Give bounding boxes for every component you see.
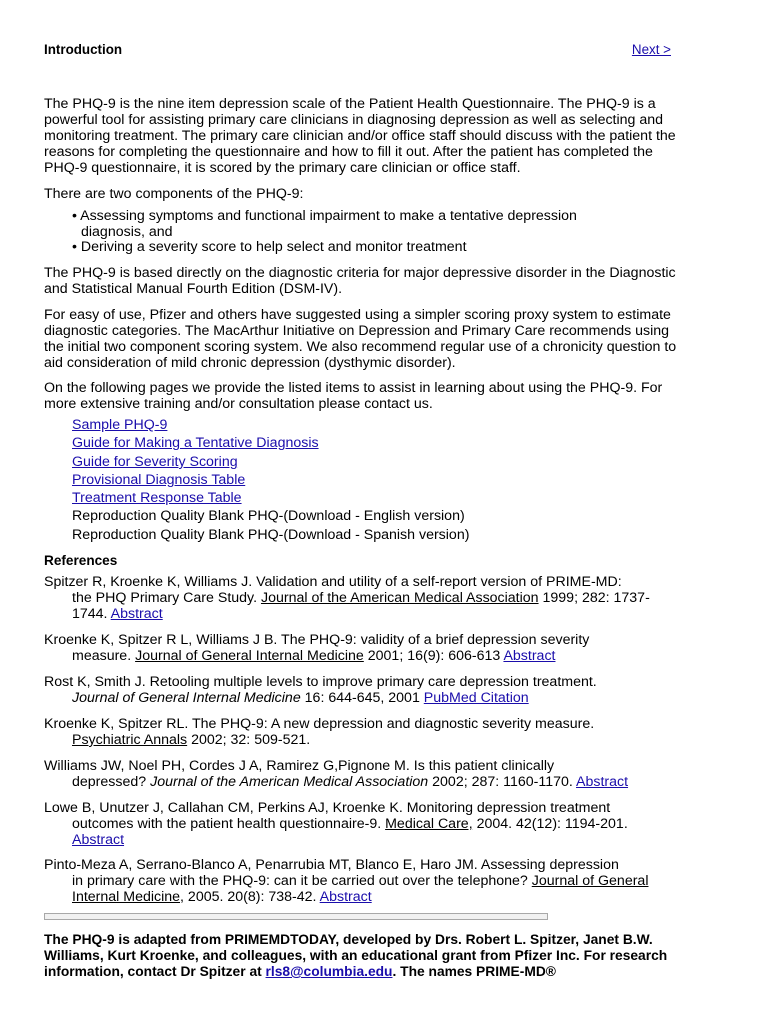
reference-journal: Medical Care, — [385, 816, 473, 832]
reference-text: Rost K, Smith J. Retooling multiple levels to improve primary care depression treatment. — [44, 674, 597, 690]
references-heading: References — [44, 553, 118, 568]
reference-item — [44, 632, 680, 664]
reference-journal: Journal of the American Medical Association — [150, 774, 429, 790]
reference-item — [44, 857, 680, 905]
reference-text: measure. — [72, 648, 136, 664]
abstract-link[interactable]: Abstract — [503, 648, 556, 664]
resource-link-sample-phq9[interactable]: Sample PHQ-9 — [72, 417, 168, 433]
footer-note — [44, 932, 684, 980]
reference-text: outcomes with the patient health questionnaire-9. — [72, 816, 386, 832]
abstract-link[interactable]: Abstract — [576, 774, 629, 790]
intro-paragraph-2: There are two components of the PHQ-9: — [44, 186, 304, 202]
reference-text: 16: 644-645, 2001 — [300, 690, 424, 706]
resource-link-tentative-diagnosis[interactable]: Guide for Making a Tentative Diagnosis — [72, 435, 319, 451]
bullet-item-severity: • Deriving a severity score to help select and monitor treatment — [72, 239, 467, 255]
reference-text: 2004. 42(12): 1194-201. — [472, 816, 628, 832]
reference-item — [44, 674, 680, 706]
reference-journal: Psychiatric Annals — [72, 732, 188, 748]
resource-link-severity-scoring[interactable]: Guide for Severity Scoring — [72, 454, 238, 470]
bullet-line-2: diagnosis, and — [81, 224, 173, 240]
reference-text: 1999; 282: 1737-1744. — [72, 590, 650, 622]
reference-journal: Journal of General Internal Medicine — [72, 690, 301, 706]
resource-link-treatment-response[interactable]: Treatment Response Table — [72, 490, 242, 506]
reference-item — [44, 716, 680, 748]
intro-paragraph-4: For easy of use, Pfizer and others have suggested using a simpler scoring proxy system to estimate diagnostic categories. The MacArthur Initiative on Depression and Primary Care recommends using the initial two component scoring system. We also recommend regular use of a chronicity question to aid consideration of mild chronic depression (dysthymic disorder). — [44, 307, 677, 371]
reference-text: Williams JW, Noel PH, Cordes J A, Ramirez G,Pignone M. Is this patient clinically — [44, 758, 555, 774]
reference-journal: Journal of General Internal Medicine, — [72, 873, 649, 905]
reference-text: 2001; 16(9): 606-613 — [363, 648, 504, 664]
footer-text: The PHQ-9 is adapted from PRIMEMDTODAY, developed by Drs. Robert L. Spitzer, Janet B.W. Williams, Kurt Kroenke, and colleagues, with an educational grant from Pfizer Inc. For research information, contact Dr Spitzer at — [44, 932, 668, 979]
resource-item-english: Reproduction Quality Blank PHQ-(Download - English version) — [72, 508, 465, 524]
reference-text: Spitzer R, Kroenke K, Williams J. Validation and utility of a self-report version of PRIME-MD: — [44, 574, 622, 590]
footer-text: . The names PRIME-MD® — [392, 964, 556, 979]
intro-paragraph-5: On the following pages we provide the listed items to assist in learning about using the PHQ-9. For more extensive training and/or consultation please contact us. — [44, 380, 663, 412]
reference-text: 2002; 287: 1160-1170. — [428, 774, 576, 790]
reference-text: the PHQ Primary Care Study. — [72, 590, 261, 606]
reference-text: depressed? — [72, 774, 151, 790]
abstract-link[interactable]: Abstract — [319, 889, 372, 905]
intro-paragraph-3: The PHQ-9 is based directly on the diagnostic criteria for major depressive disorder in the Diagnostic and Statistical Manual Fourth Edition (DSM-IV). — [44, 265, 676, 297]
intro-paragraph-1: The PHQ-9 is the nine item depression scale of the Patient Health Questionnaire. The PHQ-9 is a powerful tool for assisting primary care clinicians in diagnosing depression as well as selecting and monitoring treatment. The primary care clinician and/or office staff should discuss with the patient the reasons for completing the questionnaire and how to fill it out. After the patient has completed the PHQ-9 questionnaire, it is scored by the primary care clinician or office staff. — [44, 96, 676, 176]
reference-text: Pinto-Meza A, Serrano-Blanco A, Penarrubia MT, Blanco E, Haro JM. Assessing depression — [44, 857, 619, 873]
resource-item-spanish: Reproduction Quality Blank PHQ-(Download - Spanish version) — [72, 527, 470, 543]
reference-text: 2002; 32: 509-521. — [187, 732, 311, 748]
reference-journal: Journal of General Internal Medicine — [135, 648, 364, 664]
reference-journal: Journal of the American Medical Association — [260, 590, 539, 606]
reference-text: Kroenke K, Spitzer RL. The PHQ-9: A new depression and diagnostic severity measure. — [44, 716, 595, 732]
pubmed-citation-link[interactable]: PubMed Citation — [423, 690, 529, 706]
reference-item — [44, 800, 680, 848]
reference-item — [44, 574, 680, 622]
horizontal-divider — [44, 913, 548, 920]
page-title: Introduction — [44, 42, 123, 57]
next-link[interactable]: Next > — [631, 42, 671, 57]
reference-text: Lowe B, Unutzer J, Callahan CM, Perkins AJ, Kroenke K. Monitoring depression treatment — [44, 800, 611, 816]
reference-text: Kroenke K, Spitzer R L, Williams J B. The PHQ-9: validity of a brief depression severity — [44, 632, 590, 648]
bullet-line-1: • Assessing symptoms and functional impairment to make a tentative depression — [72, 208, 577, 224]
reference-text: in primary care with the PHQ-9: can it be carried out over the telephone? — [72, 873, 532, 889]
reference-item — [44, 758, 680, 790]
resource-link-provisional-diagnosis[interactable]: Provisional Diagnosis Table — [72, 472, 246, 488]
abstract-link[interactable]: Abstract — [72, 832, 125, 848]
email-link[interactable]: rls8@columbia.edu — [265, 964, 393, 979]
abstract-link[interactable]: Abstract — [110, 606, 163, 622]
reference-text: 2005. 20(8): 738-42. — [183, 889, 320, 905]
bullet-item-assessing — [72, 208, 632, 240]
